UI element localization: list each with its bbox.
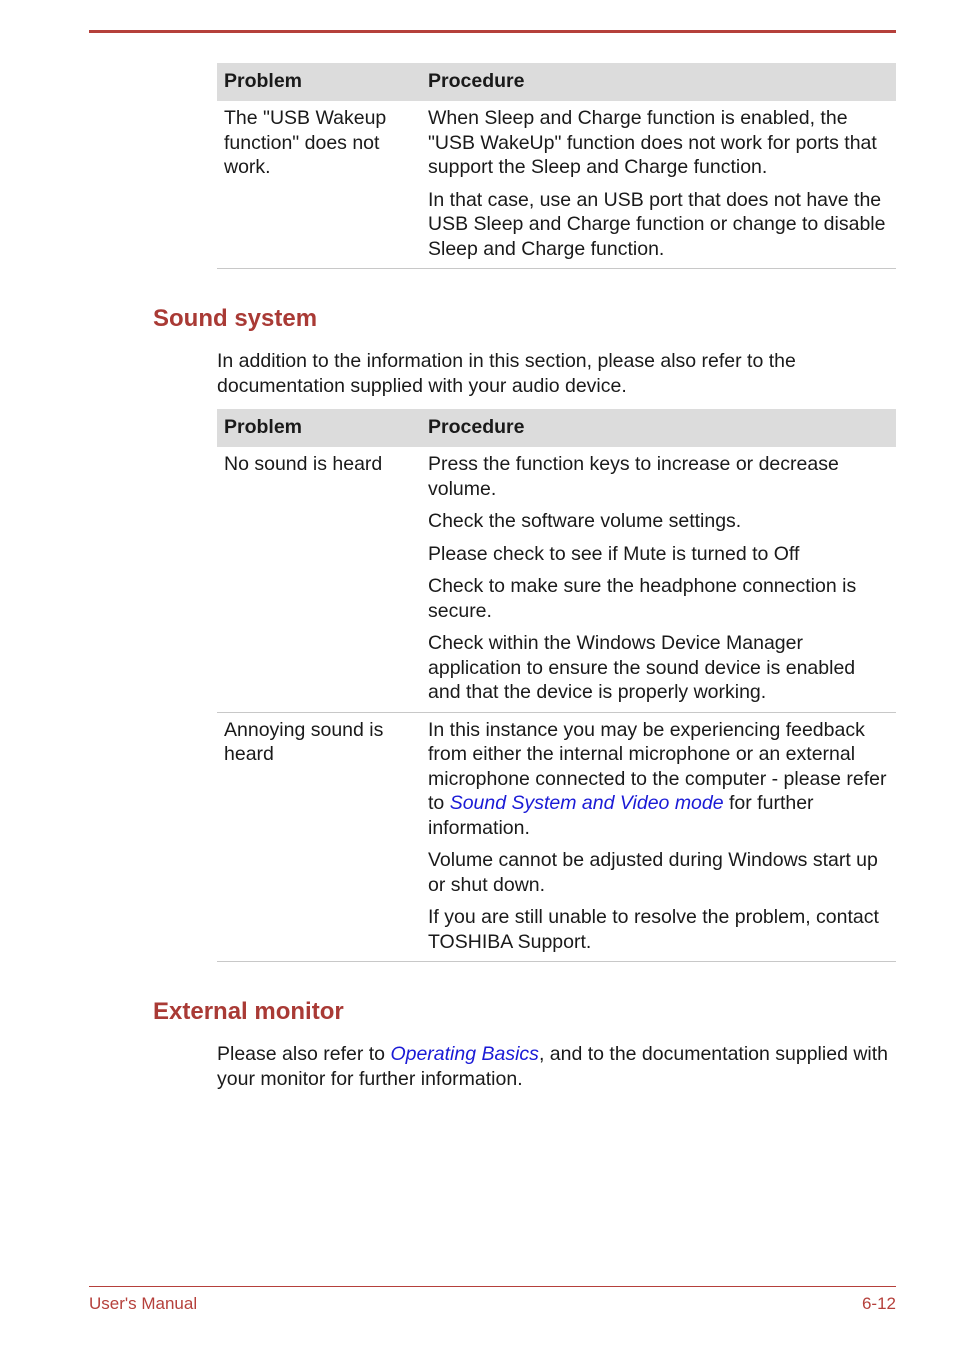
- footer-manual-title: User's Manual: [89, 1294, 198, 1313]
- procedure-step: Check the software volume settings.: [428, 510, 742, 532]
- procedure-step: Press the function keys to increase or decrease volume.: [428, 453, 839, 500]
- problem-cell: No sound is heard: [217, 447, 421, 712]
- sound-system-video-mode-link[interactable]: Sound System and Video mode: [449, 792, 724, 814]
- page-number: 6-12: [861, 1294, 896, 1313]
- procedure-step: Please check to see if Mute is turned to Off: [428, 542, 800, 565]
- procedure-step: Check to make sure the headphone connection is secure.: [428, 575, 857, 622]
- problem-column-header: Problem: [217, 409, 421, 447]
- procedure-column-header: Procedure: [421, 409, 896, 447]
- header-rule: [89, 30, 896, 33]
- procedure-column-header: Procedure: [421, 63, 896, 101]
- table-row: [217, 447, 896, 712]
- operating-basics-link[interactable]: Operating Basics: [390, 1043, 539, 1065]
- usb-wakeup-table: [217, 63, 896, 269]
- table-row: [217, 101, 896, 269]
- procedure-step: In that case, use an USB port that does not have the USB Sleep and Charge function or change to disable Sleep and Charge function.: [428, 188, 886, 260]
- procedure-step: In this instance you may be experiencing feedback from either the internal microphone or an external microphone connected to the computer - please refer to Sound System and Video mode for further information.: [428, 718, 887, 839]
- table-row: [217, 712, 896, 962]
- procedure-cell: [421, 712, 896, 962]
- sound-system-table: [217, 409, 896, 962]
- table-header-row: [217, 63, 896, 101]
- table-header-row: [217, 409, 896, 447]
- external-monitor-heading: External monitor: [153, 998, 344, 1025]
- problem-column-header: Problem: [217, 63, 421, 101]
- sound-system-heading: Sound system: [153, 305, 318, 332]
- procedure-step: Check within the Windows Device Manager application to ensure the sound device is enabled and that the device is properly working.: [428, 632, 856, 703]
- procedure-cell: [421, 101, 896, 269]
- external-monitor-text: Please also refer to Operating Basics, and to the documentation supplied with your monitor for further information.: [217, 1043, 889, 1090]
- problem-cell: Annoying sound is heard: [217, 712, 421, 962]
- footer-rule: [89, 1286, 896, 1287]
- sound-system-intro: In addition to the information in this section, please also refer to the documentation supplied with your audio device.: [217, 350, 796, 397]
- procedure-step: If you are still unable to resolve the problem, contact TOSHIBA Support.: [428, 906, 879, 953]
- procedure-step: Volume cannot be adjusted during Windows start up or shut down.: [428, 849, 878, 896]
- problem-cell: The "USB Wakeup function" does not work.: [217, 101, 421, 269]
- procedure-cell: [421, 447, 896, 712]
- procedure-step: When Sleep and Charge function is enabled, the "USB WakeUp" function does not work for ports that support the Sleep and Charge function.: [428, 107, 877, 178]
